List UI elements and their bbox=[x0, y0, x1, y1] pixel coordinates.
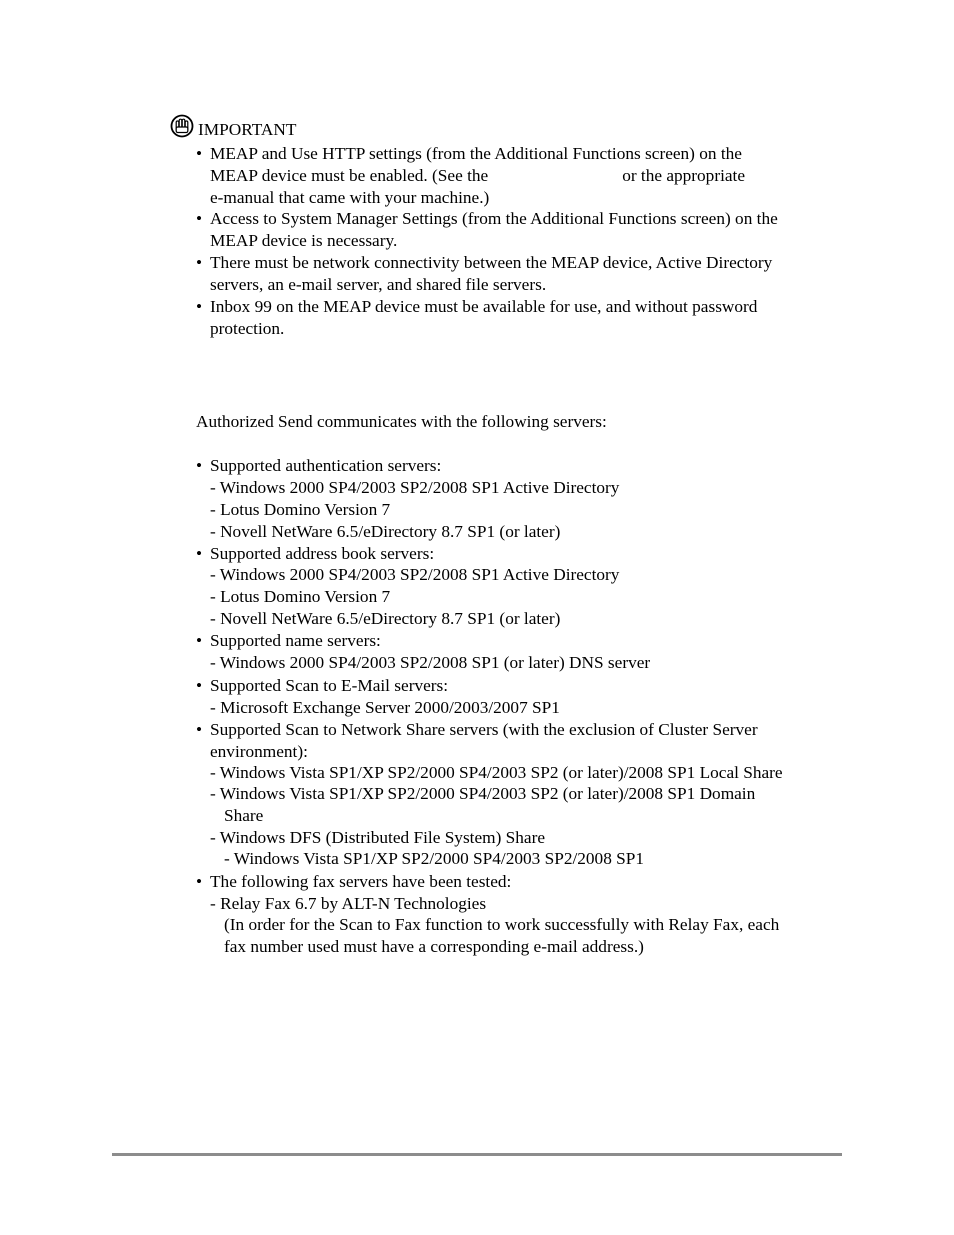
important-item-1-line-3: e-manual that came with your machine.) bbox=[210, 187, 490, 207]
email-servers-list bbox=[210, 697, 560, 719]
bullet: • bbox=[196, 720, 203, 739]
important-hand-icon bbox=[170, 114, 194, 138]
list-item: - Novell NetWare 6.5/eDirectory 8.7 SP1 (or later) bbox=[210, 521, 561, 541]
important-heading: IMPORTANT bbox=[198, 120, 297, 139]
bullet: • bbox=[196, 253, 203, 272]
name-servers-list bbox=[210, 652, 650, 674]
list-item: - Windows 2000 SP4/2003 SP2/2008 SP1 Active Directory bbox=[210, 478, 620, 497]
bullet: • bbox=[196, 631, 203, 650]
important-item-1-line-2b: or the appropriate bbox=[622, 165, 746, 185]
list-item: - Novell NetWare 6.5/eDirectory 8.7 SP1 (or later) bbox=[210, 608, 561, 628]
bullet: • bbox=[196, 297, 203, 316]
footer-divider bbox=[112, 1153, 842, 1156]
auth-servers-list bbox=[210, 477, 619, 542]
share-local: - Windows Vista SP1/XP SP2/2000 SP4/2003 SP2 (or later)/2008 SP1 Local Share bbox=[210, 763, 783, 782]
list-item: - Microsoft Exchange Server 2000/2003/2007 SP1 bbox=[210, 698, 560, 717]
servers-intro: Authorized Send communicates with the following servers: bbox=[196, 412, 607, 431]
share-servers-title-line-2: environment): bbox=[210, 741, 308, 761]
list-item: - Lotus Domino Version 7 bbox=[210, 499, 391, 519]
fax-note bbox=[224, 914, 779, 958]
list-item: - Windows 2000 SP4/2003 SP2/2008 SP1 Active Directory bbox=[210, 565, 620, 584]
auth-servers-title: Supported authentication servers: bbox=[210, 456, 442, 475]
bullet: • bbox=[196, 144, 203, 163]
address-servers-title: Supported address book servers: bbox=[210, 544, 435, 563]
address-servers-list bbox=[210, 564, 619, 629]
share-domain-cont: Share bbox=[224, 806, 264, 825]
bullet: • bbox=[196, 544, 203, 563]
email-servers-title: Supported Scan to E-Mail servers: bbox=[210, 676, 449, 695]
important-item-1-line-1: MEAP and Use HTTP settings (from the Additional Functions screen) on the bbox=[210, 144, 742, 163]
share-servers-title-line-1: Supported Scan to Network Share servers (with the exclusion of Cluster Server bbox=[210, 720, 758, 739]
fax-server-item: - Relay Fax 6.7 by ALT-N Technologies bbox=[210, 894, 487, 913]
list-item: - Windows 2000 SP4/2003 SP2/2008 SP1 (or later) DNS server bbox=[210, 653, 651, 672]
bullet: • bbox=[196, 456, 203, 475]
share-domain: - Windows Vista SP1/XP SP2/2000 SP4/2003 SP2 (or later)/2008 SP1 Domain bbox=[210, 784, 756, 803]
bullet: • bbox=[196, 209, 203, 228]
name-servers-title: Supported name servers: bbox=[210, 631, 381, 650]
fax-note-line-2: fax number used must have a corresponding e-mail address.) bbox=[224, 936, 644, 956]
bullet: • bbox=[196, 872, 203, 891]
important-item-1-line-2a: MEAP device must be enabled. (See the bbox=[210, 165, 489, 185]
share-dfs-sub: - Windows Vista SP1/XP SP2/2000 SP4/2003 SP2/2008 SP1 bbox=[224, 849, 645, 868]
bullet: • bbox=[196, 676, 203, 695]
list-item: - Lotus Domino Version 7 bbox=[210, 586, 391, 606]
fax-note-line-1: (In order for the Scan to Fax function to work successfully with Relay Fax, each bbox=[224, 915, 780, 934]
fax-servers-title: The following fax servers have been tested: bbox=[210, 872, 512, 891]
share-dfs: - Windows DFS (Distributed File System) Share bbox=[210, 828, 546, 847]
